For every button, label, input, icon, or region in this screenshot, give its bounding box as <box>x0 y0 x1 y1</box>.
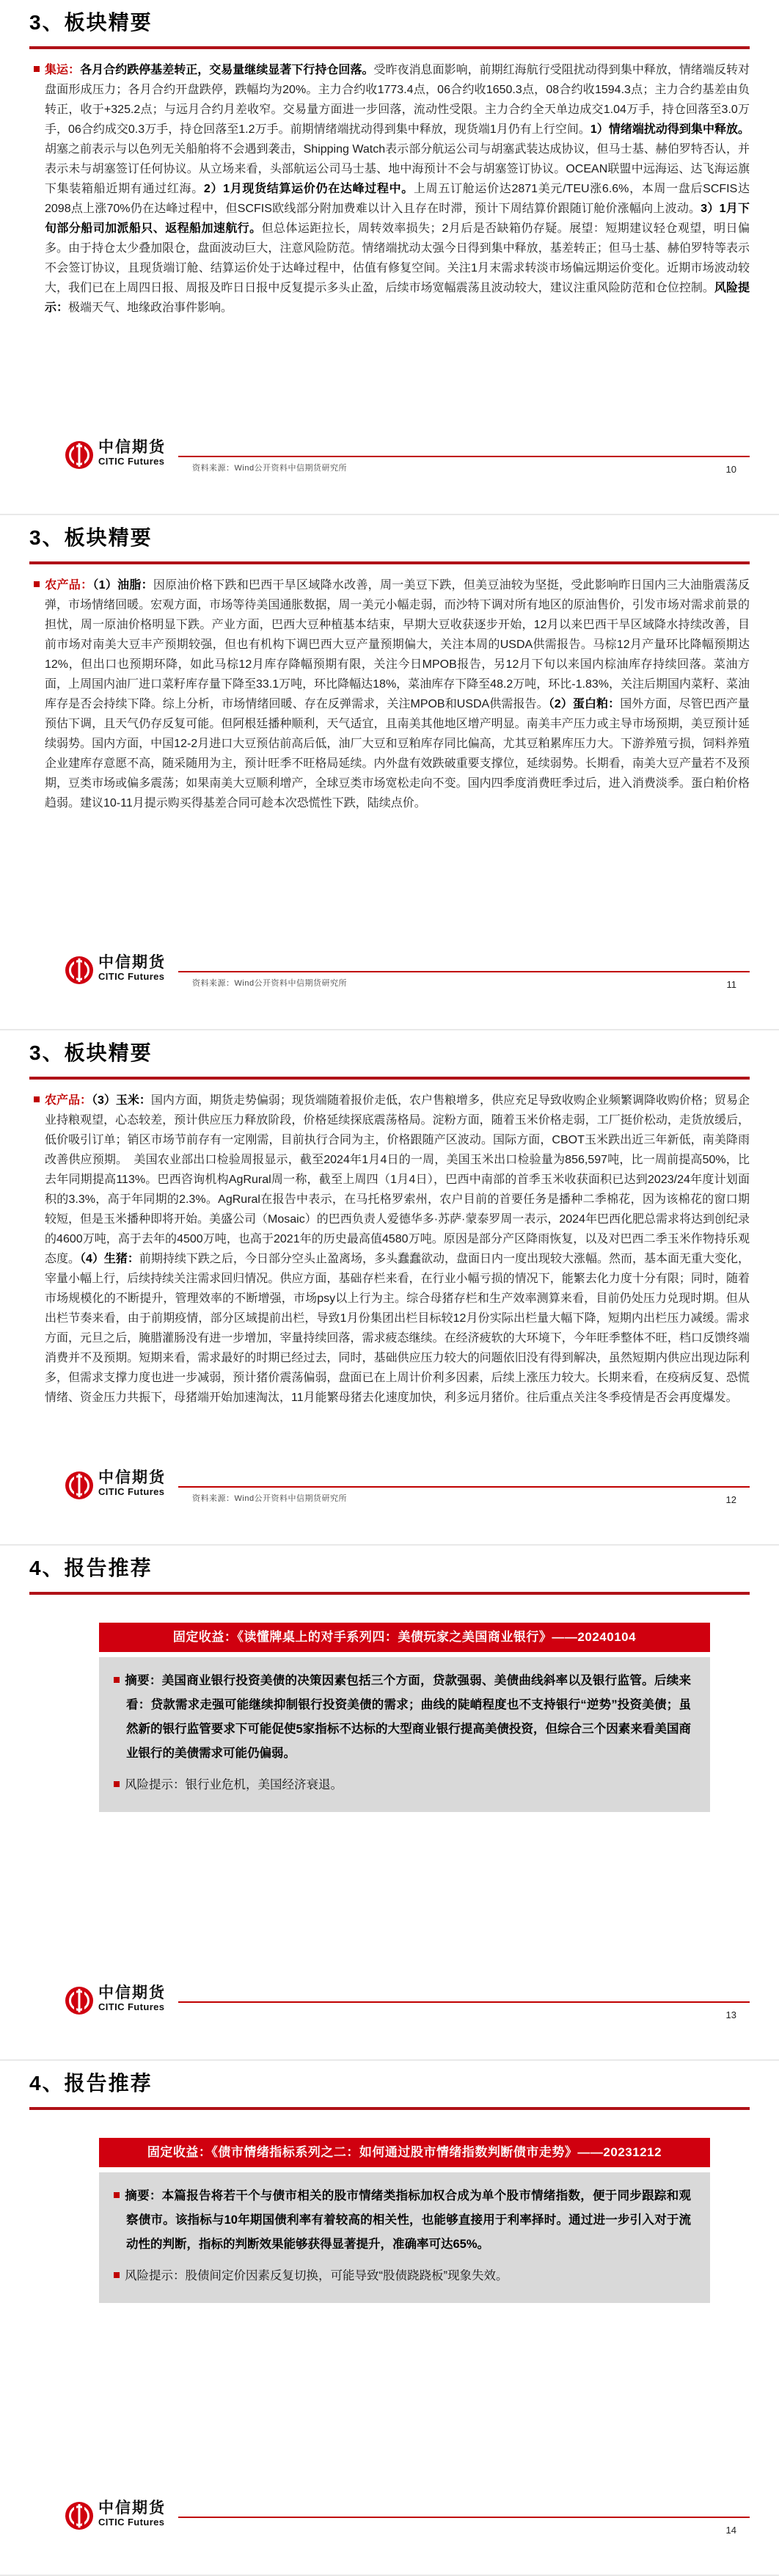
title-rule <box>29 1592 750 1595</box>
report-banner: 固定收益：《读懂牌桌上的对手系列四：美债玩家之美国商业银行》——20240104 <box>99 1623 710 1652</box>
brand-name-cn: 中信期货 <box>98 1469 166 1486</box>
report-banner: 固定收益：《债市情绪指标系列之二：如何通过股市情绪指数判断债市走势》——20231212 <box>99 2138 710 2167</box>
digest-body <box>34 575 750 813</box>
bullet-square-icon <box>114 1781 120 1787</box>
section-title: 4、报告推荐 <box>29 2072 153 2095</box>
digest-text: 农产品：（3）玉米：国内方面，期货走势偏弱；现货端随着报价走低，农户售粮增多，供应充足导致收购企业频繁调降收购价格；贸易企业持粮观望，心态较差，预计供应压力释放阶段，价格延续探底震荡格局。淀粉方面，随着玉米价格走弱，工厂挺价松动，走货放缓后，低价吸引订单；销区市场节前存有一定刚需，目前执行合同为主，价格跟随产区波动。国际方面，CBOT玉米跌出近三年新低，南美降雨改善供应预期。 美国农业部出口检验周报显示，截至2024年1月4日的一周，美国玉米出口检验量为856,597吨，比一周前提高50%，比去年同期提高113%。巴西咨询机构AgRural周一称，截至上周四（1月4日），巴西中南部的首季玉米收获面积已达到2023/24年度计划面积的3.3%，高于年同期的2.3%。AgRural在报告中表示，在马托格罗索州，农户目前的首要任务是播种二季棉花，因为该棉花的窗口期较短，但是玉米播种即将开始。美盛公司（Mosaic）的巴西负责人爱德华多·苏萨·蒙泰罗周一表示，2024年巴西化肥总需求将达到创纪录的4600万吨，高于去年的4500万吨，也高于2021年的历史最高值4580万吨。原因是部分产区降雨恢复，以及对巴西二季玉米作物持乐观态度。（4）生猪：前期持续下跌之后，今日部分空头止盈离场，多头蠢蠢欲动，盘面日内一度出现较大涨幅。然而，基本面无重大变化，宰量小幅上行，后续持续关注需求回归情况。供应方面，基础存栏来看，在行业小幅亏损的情况下，能繁去化力度十分有限；同时，随着市场规模化的不断提升，管理效率的不断增强，市场psy以上行为主。综合母猪存栏和生产效率测算来看，目前仍处压力兑现时期。但从出栏节奏来看，由于前期疫情，部分区域提前出栏，导致1月份集团出栏目标较12月份实际出栏量大幅下降，短期内出栏压力减缓。需求方面，元旦之后，腌腊灌肠没有进一步增加，宰量持续回落，需求疲态继续。在经济疲软的大环境下，今年旺季整体不旺，档口反馈终端消费并不及预期。短期来看，需求最好的时期已经过去，同时，基础供应压力较大的问题依旧没有得到解决，虽然短期内供应出现边际利多，但需求支撑力度也进一步减弱，预计猪价震荡偏弱，盘面已在上周计价利多因素，后续上涨压力较大。长期来看，在疫病反复、恐慌情绪、资金压力共振下，母猪端开始加速淘汰，11月能繁母猪去化速度加快，利多远月猪价。往后重点关注冬季疫情是否会再度爆发。 <box>45 1094 750 1404</box>
citic-logo <box>65 956 94 985</box>
page-number: 14 <box>725 2525 736 2536</box>
page-number: 10 <box>725 464 736 475</box>
page-10 <box>0 0 779 514</box>
digest-body <box>34 60 750 318</box>
brand-name-en: CITIC Futures <box>98 2517 165 2528</box>
digest-paragraph <box>34 1091 750 1408</box>
bullet-square-icon <box>114 1677 120 1683</box>
brand-name-en: CITIC Futures <box>98 1486 165 1497</box>
footer-rule <box>178 971 750 972</box>
section-title: 3、板块精要 <box>29 11 153 34</box>
citic-logo <box>65 440 94 470</box>
bullet-square-icon <box>34 66 40 72</box>
page-13 <box>0 1546 779 2059</box>
risk-text: 风险提示：银行业危机，美国经济衰退。 <box>125 1778 343 1791</box>
footer-rule <box>178 2001 750 2003</box>
page-number: 13 <box>725 2009 736 2020</box>
brand-name-cn: 中信期货 <box>98 1984 166 2001</box>
source-note: 资料来源：Wind公开资料中信期货研究所 <box>192 1494 348 1503</box>
bullet-square-icon <box>34 581 40 587</box>
digest-text: 集运：各月合约跌停基差转正，交易量继续显著下行持仓回落。受昨夜消息面影响，前期红海航行受阻扰动得到集中释放，情绪端反转对盘面形成压力；各月合约开盘跌停，跌幅均为20%。主力合约收1773.4点，06合约收1650.3点，08合约收1594.3点；主力合约基差由负转正，收于+325.2点；与远月合约月差收窄。交易量方面进一步回落，流动性受限。主力合约全天单边成交1.04万手，持仓回落至3.0万手，06合约成交0.3万手，持仓回落至1.2万手。前期情绪端扰动得到集中释放，现货端1月仍有上行空间。1）情绪端扰动得到集中释放。胡塞之前表示与以色列无关船舶将不会遇到袭击，Shipping Watch表示部分航运公司与胡塞武装达成协议，但马士基、赫伯罗特否认，并表示未与胡塞签订任何协议。从立场来看，头部航运公司马士基、地中海预计不会与胡塞签订协议。OCEAN联盟中远海运、达飞海运旗下集装箱船近期有通过红海。2）1月现货结算运价仍在达峰过程中。上周五订舱运价达2871美元/TEU涨6.6%，本周一盘后SCFIS达2098点上涨70%仍在达峰过程中，但SCFIS欧线部分附加费难以计入且存在时滞，预计下周结算价跟随订舱价涨幅向上波动。3）1月下旬部分船司加派船只、返程船加速航行。但总体运距拉长，周转效率损失；2月后是否缺箱仍存疑。展望：短期建议轻仓观望，明日偏多。由于持仓太少叠加限仓，盘面波动巨大，注意风险防范。情绪端扰动太强今日得到集中释放，基差转正；但马士基、赫伯罗特等表示不会签订协议，且现货端订舱、结算运价处于达峰过程中，估值有修复空间。关注1月末需求转淡市场偏远期运价变化。近期市场波动较大，我们已在上周四日报、周报及昨日日报中反复提示多头止盈，后续市场宽幅震荡且波动较大，建议注重风险防范和仓位控制。风险提示：极端天气、地缘政治事件影响。 <box>45 64 750 314</box>
brand-name-cn: 中信期货 <box>98 954 166 971</box>
section-title: 3、板块精要 <box>29 1041 153 1064</box>
page-number: 12 <box>725 1494 736 1505</box>
section-title: 3、板块精要 <box>29 526 153 549</box>
page-12 <box>0 1030 779 1544</box>
brand-text <box>98 2500 166 2528</box>
citic-logo <box>65 1471 94 1500</box>
brand-name-cn: 中信期货 <box>98 439 166 456</box>
abstract-text: 摘要：美国商业银行投资美债的决策因素包括三个方面，贷款强弱、美债曲线斜率以及银行监管。后续来看：贷款需求走强可能继续抑制银行投资美债的需求；曲线的陡峭程度也不支持银行“逆势”投资美债；虽然新的银行监管要求下可能促使5家指标不达标的大型商业银行提高美债投资，但综合三个因素来看美国商业银行的美债需求可能仍偏弱。 <box>125 1674 691 1760</box>
source-note: 资料来源：Wind公开资料中信期货研究所 <box>192 979 348 988</box>
report-abstract <box>114 2184 691 2257</box>
report-summary-box <box>99 2172 710 2303</box>
digest-body <box>34 1091 750 1408</box>
risk-text: 风险提示：股债间定价因素反复切换，可能导致“股债跷跷板”现象失效。 <box>125 2269 508 2282</box>
report-summary-box <box>99 1657 710 1812</box>
brand-name-en: CITIC Futures <box>98 2001 165 2012</box>
footer-rule <box>178 456 750 457</box>
brand-text <box>98 1470 166 1497</box>
digest-text: 农产品：（1）油脂：因原油价格下跌和巴西干旱区域降水改善，周一美豆下跌，但美豆油较为坚挺，受此影响昨日国内三大油脂震荡反弹，市场情绪回暖。宏观方面，市场等待美国通胀数据，周一美元小幅走弱，而沙特下调对所有地区的原油售价，引发市场对需求前景的担忧，周一原油价格明显下跌。产业方面，巴西大豆种植基本结束，早期大豆收获逐步开始，12月以来巴西干旱区域降水持续改善，目前市场对南美大豆丰产预期较强，但也有机构下调巴西大豆产量预期偏大，关注本周的USDA供需报告。马棕12月产量环比降幅预期达12%，但出口也预期环降，如此马棕12月库存降幅预期有限，关注今日MPOB报告，另12月下旬以来国内棕油库存持续回落。菜油方面，上周国内油厂进口菜籽库存量下降至33.1万吨，环比降幅达18%，菜油库存下降至48.2万吨，环比-1.83%，关注后期国内菜籽、菜油库存是否会持续下降。综上分析，市场情绪回暖、存在反弹需求，关注MPOB和USDA供需报告。（2）蛋白粕：国外方面，尽管巴西产量预估下调，且天气仍存反复可能。但阿根廷播种顺利，天气适宜，且南美其他地区增产明显。南美丰产压力或主导市场预期，美豆预计延续弱势。国内方面，中国12-2月进口大豆预估前高后低，油厂大豆和豆粕库存同比偏高，尤其豆粕累库压力大。下游养殖亏损，饲料养殖企业建库存意愿不高，随采随用为主，预计旺季不旺格局延续。内外盘有效跌破重要支撑位，延续弱势。长期看，南美大豆产量若不及预期，豆类市场或偏多震荡；如果南美大豆顺利增产，全球豆类市场宽松走向不变。国内四季度消费旺季过后，进入消费淡季。蛋白粕价格趋弱。建议10-11月提示购买得基差合同可趁本次恐慌性下跌，陆续点价。 <box>45 579 750 809</box>
bullet-square-icon <box>114 2272 120 2278</box>
page-14 <box>0 2061 779 2575</box>
digest-paragraph <box>34 575 750 813</box>
section-title: 4、报告推荐 <box>29 1557 153 1579</box>
report-risk-note <box>114 1773 691 1797</box>
source-note: 资料来源：Wind公开资料中信期货研究所 <box>192 464 348 473</box>
footer-rule <box>178 2517 750 2518</box>
digest-paragraph <box>34 60 750 318</box>
title-rule <box>29 2107 750 2110</box>
page-11 <box>0 515 779 1029</box>
bullet-square-icon <box>114 2192 120 2198</box>
abstract-text: 摘要：本篇报告将若干个与债市相关的股市情绪类指标加权合成为单个股市情绪指数，便于同步跟踪和观察债市。该指标与10年期国债利率有着较高的相关性，也能够直接用于利率择时。通过进一步引入对于流动性的判断，指标的判断效果能够获得显著提升，准确率可达65%。 <box>125 2189 691 2251</box>
title-rule <box>29 46 750 49</box>
brand-name-cn: 中信期货 <box>98 2500 166 2517</box>
title-rule <box>29 1077 750 1080</box>
brand-name-en: CITIC Futures <box>98 971 165 982</box>
footer-rule <box>178 1486 750 1488</box>
brand-text <box>98 955 166 982</box>
citic-logo <box>65 2501 94 2530</box>
title-rule <box>29 561 750 564</box>
report-risk-note <box>114 2264 691 2288</box>
page-number: 11 <box>726 979 736 990</box>
bullet-square-icon <box>34 1096 40 1102</box>
citic-logo <box>65 1986 94 2015</box>
brand-text <box>98 440 166 467</box>
brand-text <box>98 1985 166 2012</box>
report-abstract <box>114 1669 691 1766</box>
brand-name-en: CITIC Futures <box>98 456 165 467</box>
